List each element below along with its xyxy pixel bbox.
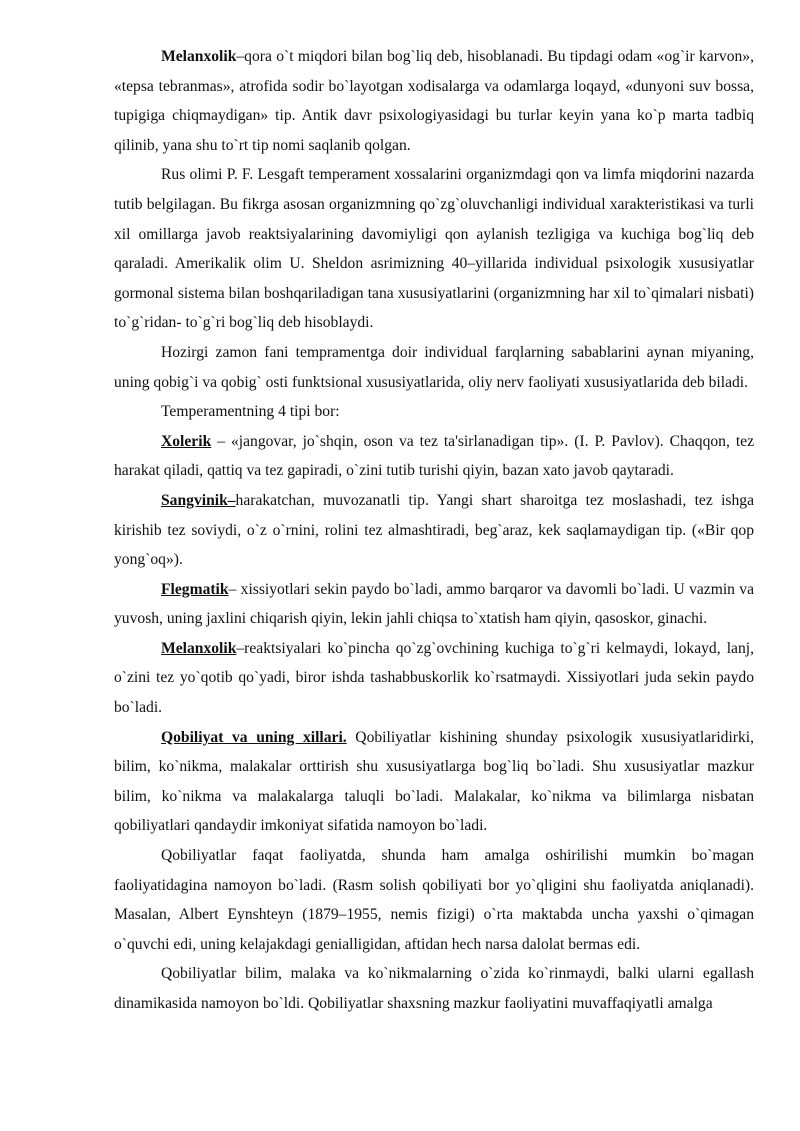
paragraph-qobiliyat bbox=[114, 723, 754, 841]
paragraph-text: –reaktsiyalari ko`pincha qo`zg`ovchining kuchiga to`g`ri kelmaydi, lokayd, lanj, o`zini tez yo`qotib qo`yadi, biror ishda tashabbuskorlik ko`rsatmaydi. Xissiyotlari juda sekin paydo bo`ladi. bbox=[114, 639, 754, 717]
paragraph-sangvinik bbox=[114, 486, 754, 575]
section-heading-qobiliyat: Qobiliyat va uning xillari. bbox=[161, 728, 347, 746]
paragraph-flegmatik bbox=[114, 575, 754, 634]
paragraph-text: Temperamentning 4 tipi bor: bbox=[161, 403, 340, 421]
term-xolerik: Xolerik bbox=[161, 432, 212, 450]
paragraph-text: –qora o`t miqdori bilan bog`liq deb, hisoblanadi. Bu tipdagi odam «og`ir karvon», «tepsa tebranmas», atrofida sodir bo`layotgan xodisalarga va odamlarga loqayd, «dunyoni suv bossa, tupigiga chiqmaydigan» tip. Antik davr psixologiyasidagi bu turlar keyin yana ko`p marta tadbiq qilinib, yana shu to`rt tip nomi saqlanib qolgan. bbox=[114, 48, 754, 154]
paragraph-melanxolik-intro bbox=[114, 42, 754, 160]
paragraph-text: Rus olimi P. F. Lesgaft temperament xossalarini organizmdagi qon va limfa miqdorini nazarda tutib belgilagan. Bu fikrga asosan organizmning qo`zg`oluvchanligi individual xarakteristikasi va turli xil omillarga javob reaktsiyalarining davomiyligi qon aylanish tezligiga va kuchiga bog`liq deb qaraladi. Amerikalik olim U. Sheldon asrimizning 40–yillarida individual psixologik xususiyatlar gormonal sistema bilan boshqariladigan tana xususiyatlarini (organizmning har xil to`qimalari nisbati) to`g`ridan- to`g`ri bog`liq deb hisoblaydi. bbox=[114, 166, 754, 332]
paragraph-modern-science bbox=[114, 338, 754, 397]
paragraph-text: Qobiliyatlar bilim, malaka va ko`nikmalarning o`zida ko`rinmaydi, balki ularni egallash dinamikasida namoyon bo`ldi. Qobiliyatlar shaxsning mazkur faoliyatini muvaffaqiyatli amalga bbox=[114, 965, 754, 1012]
paragraph-melanxolik bbox=[114, 634, 754, 723]
paragraph-text: Qobiliyatlar faqat faoliyatda, shunda ham amalga oshirilishi mumkin bo`magan faoliyatidagina namoyon bo`ladi. (Rasm solish qobiliyati bor yo`qligini shu faoliyatda aniqlanadi). Masalan, Albert Eynshteyn (1879–1955, nemis fizigi) o`rta maktabda uncha yaxshi o`qimagan o`quvchi edi, uning kelajakdagi genialligidan, aftidan hech narsa dalolat bermas edi. bbox=[114, 847, 754, 953]
paragraph-text: – «jangovar, jo`shqin, oson va tez ta'sirlanadigan tip». (I. P. Pavlov). Chaqqon, tez harakat qiladi, qattiq va tez gapiradi, o`zini tutib turishi qiyin, bazan xato javob qaytaradi. bbox=[114, 432, 754, 480]
term-flegmatik: Flegmatik bbox=[161, 580, 229, 598]
paragraph-text: harakatchan, muvozanatli tip. Yangi shart sharoitga tez moslashadi, tez ishga kirishib tez soviydi, o`z o`rnini, rolini tez almashtiradi, beg`araz, kek saqlamaydigan tip. («Bir qop yong`oq»). bbox=[114, 491, 754, 569]
paragraph-text: – xissiyotlari sekin paydo bo`ladi, ammo barqaror va davomli bo`ladi. U vazmin va yuvosh, uning jaxlini chiqarish qiyin, lekin jahli chiqsa to`xtatish ham qiyin, qasoskor, ginachi. bbox=[114, 580, 754, 628]
paragraph-text: Qobiliyatlar kishining shunday psixologik xususiyatlaridirki, bilim, ko`nikma, malakalar orttirish shu xususiyatlarga bog`liq bo`ladi. Shu xususiyatlar mazkur bilim, ko`nikma va malakalarga taluqli bo`ladi. Malakalar, ko`nikma va bilimlarga nisbatan qobiliyatlari qandaydir imkoniyat sifatida namoyon bo`ladi. bbox=[114, 728, 755, 835]
paragraph-text: Hozirgi zamon fani tempramentga doir individual farqlarning sabablarini aynan miyaning, uning qobig`i va qobig` osti funktsional xususiyatlarida, oliy nerv faoliyati xususiyatlarida deb biladi. bbox=[114, 343, 754, 391]
paragraph-dinamika bbox=[114, 959, 754, 1018]
paragraph-four-types bbox=[114, 397, 754, 427]
term-melanxolik-type: Melanxolik bbox=[161, 639, 237, 657]
paragraph-xolerik bbox=[114, 427, 754, 486]
term-melanxolik: Melanxolik bbox=[161, 48, 237, 65]
term-sangvinik: Sangvinik– bbox=[161, 491, 236, 509]
document-page bbox=[114, 42, 754, 1019]
paragraph-faoliyat bbox=[114, 841, 754, 959]
paragraph-lesgaft bbox=[114, 160, 754, 338]
